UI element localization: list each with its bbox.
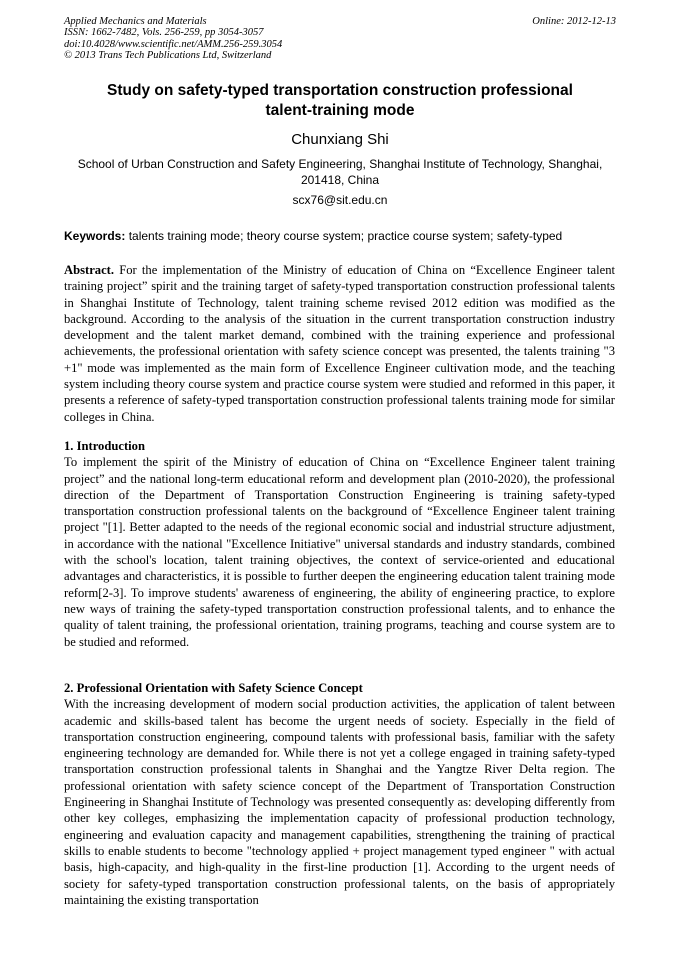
journal-issn: ISSN: 1662-7482, Vols. 256-259, pp 3054-3057 bbox=[64, 27, 264, 39]
section-introduction bbox=[64, 438, 615, 650]
journal-header bbox=[64, 16, 616, 62]
abstract bbox=[64, 262, 615, 425]
section-paragraph: With the increasing development of modern social production activities, the application of talent between academic and skills-based talent has become the urgent needs of society. Especially in the field of transportation construction engineering, compound talents with professional basis, familiar with the safety engineering technology are demanded for. While there is not yet a college engaged in training safety-typed transportation construction professional talents in Shanghai and the Yangtze River Delta region. The professional orientation with safety science concept of the Department of Transportation Construction Engineering in Shanghai Institute of Technology was presented consequently as: developing differently from other key colleges, emphasizing the implementation capacity of professional production technology, engineering and evaluation capacity and management capabilities, strengthening the training of practical skills to enable students to become "technology applied + project management typed engineer " with actual basis, high-capacity, and high-quality in the first-line production [1]. According to the urgent needs of society for safety-typed transportation construction professional talents, on the basis of appropriately maintaining the existing transportation bbox=[64, 697, 615, 907]
keywords bbox=[64, 229, 616, 244]
abstract-text: For the implementation of the Ministry of education of China on “Excellence Engineer talent training project” spirit and the training target of safety-typed transportation construction professional talents in Shanghai Institute of Technology, talent training scheme revised 2012 edition was modified as the background. According to the analysis of the situation in the current transportation construction industry development and the talent market demand, combined with the training experience and professional achievements, the professional orientation with safety science concept was presented, the talents training "3 +1" mode was implemented as the main form of Excellence Engineer cultivation mode, and the teaching system including theory course system and practice course system were studied and reformed in this paper, it presents a reference of safety-typed transportation construction professional talents training mode for similar colleges in China. bbox=[64, 263, 615, 424]
author-name: Chunxiang Shi bbox=[291, 131, 389, 148]
section-heading: 2. Professional Orientation with Safety Science Concept bbox=[64, 681, 363, 695]
paper-title bbox=[64, 81, 616, 121]
section-paragraph: To implement the spirit of the Ministry of education of China on “Excellence Engineer talent training project” and the national long-term educational reform and development plan (2010-2020), the professional direction of the Department of Transportation Construction Engineering is training safety-typed transportation construction professional talents on the background of “Excellence Engineer talent training project "[1]. Better adapted to the needs of the regional economic social and industrial structure adjustment, in accordance with the national "Excellence Initiative" universal standards and industry standards, combined with the school's location, talent training objectives, the context of service-oriented and educational advantages and characteristics, it is possible to further deepen the engineering education talent training mode reform[2-3]. To improve students' awareness of engineering, the ability of engineering practice, to explore new ways of training the safety-typed transportation construction professional talents, and to enhance the quality of talent training, the professional orientation, training programs, teaching and course system are to be studied and reformed. bbox=[64, 455, 615, 649]
paper-title-line-1: Study on safety-typed transportation construction professional bbox=[107, 82, 573, 99]
affiliation-line-1: School of Urban Construction and Safety Engineering, Shanghai Institute of Technology, Shanghai, bbox=[77, 157, 603, 171]
author-affiliation bbox=[64, 156, 616, 188]
keywords-text: talents training mode; theory course system; practice course system; safety-typed bbox=[125, 229, 563, 243]
abstract-label: Abstract. bbox=[64, 263, 115, 277]
online-date: Online: 2012-12-13 bbox=[532, 16, 616, 27]
affiliation-line-2: 201418, China bbox=[300, 173, 380, 187]
section-heading: 1. Introduction bbox=[64, 439, 145, 453]
paper-title-line-2: talent-training mode bbox=[265, 102, 415, 119]
keywords-label: Keywords: bbox=[64, 229, 126, 243]
journal-doi: doi:10.4028/www.scientific.net/AMM.256-259.3054 bbox=[64, 38, 283, 50]
journal-copyright: © 2013 Trans Tech Publications Ltd, Switzerland bbox=[64, 50, 272, 62]
journal-name: Applied Mechanics and Materials bbox=[64, 16, 207, 27]
section-professional-orientation bbox=[64, 680, 615, 908]
author-email: scx76@sit.edu.cn bbox=[292, 193, 388, 207]
